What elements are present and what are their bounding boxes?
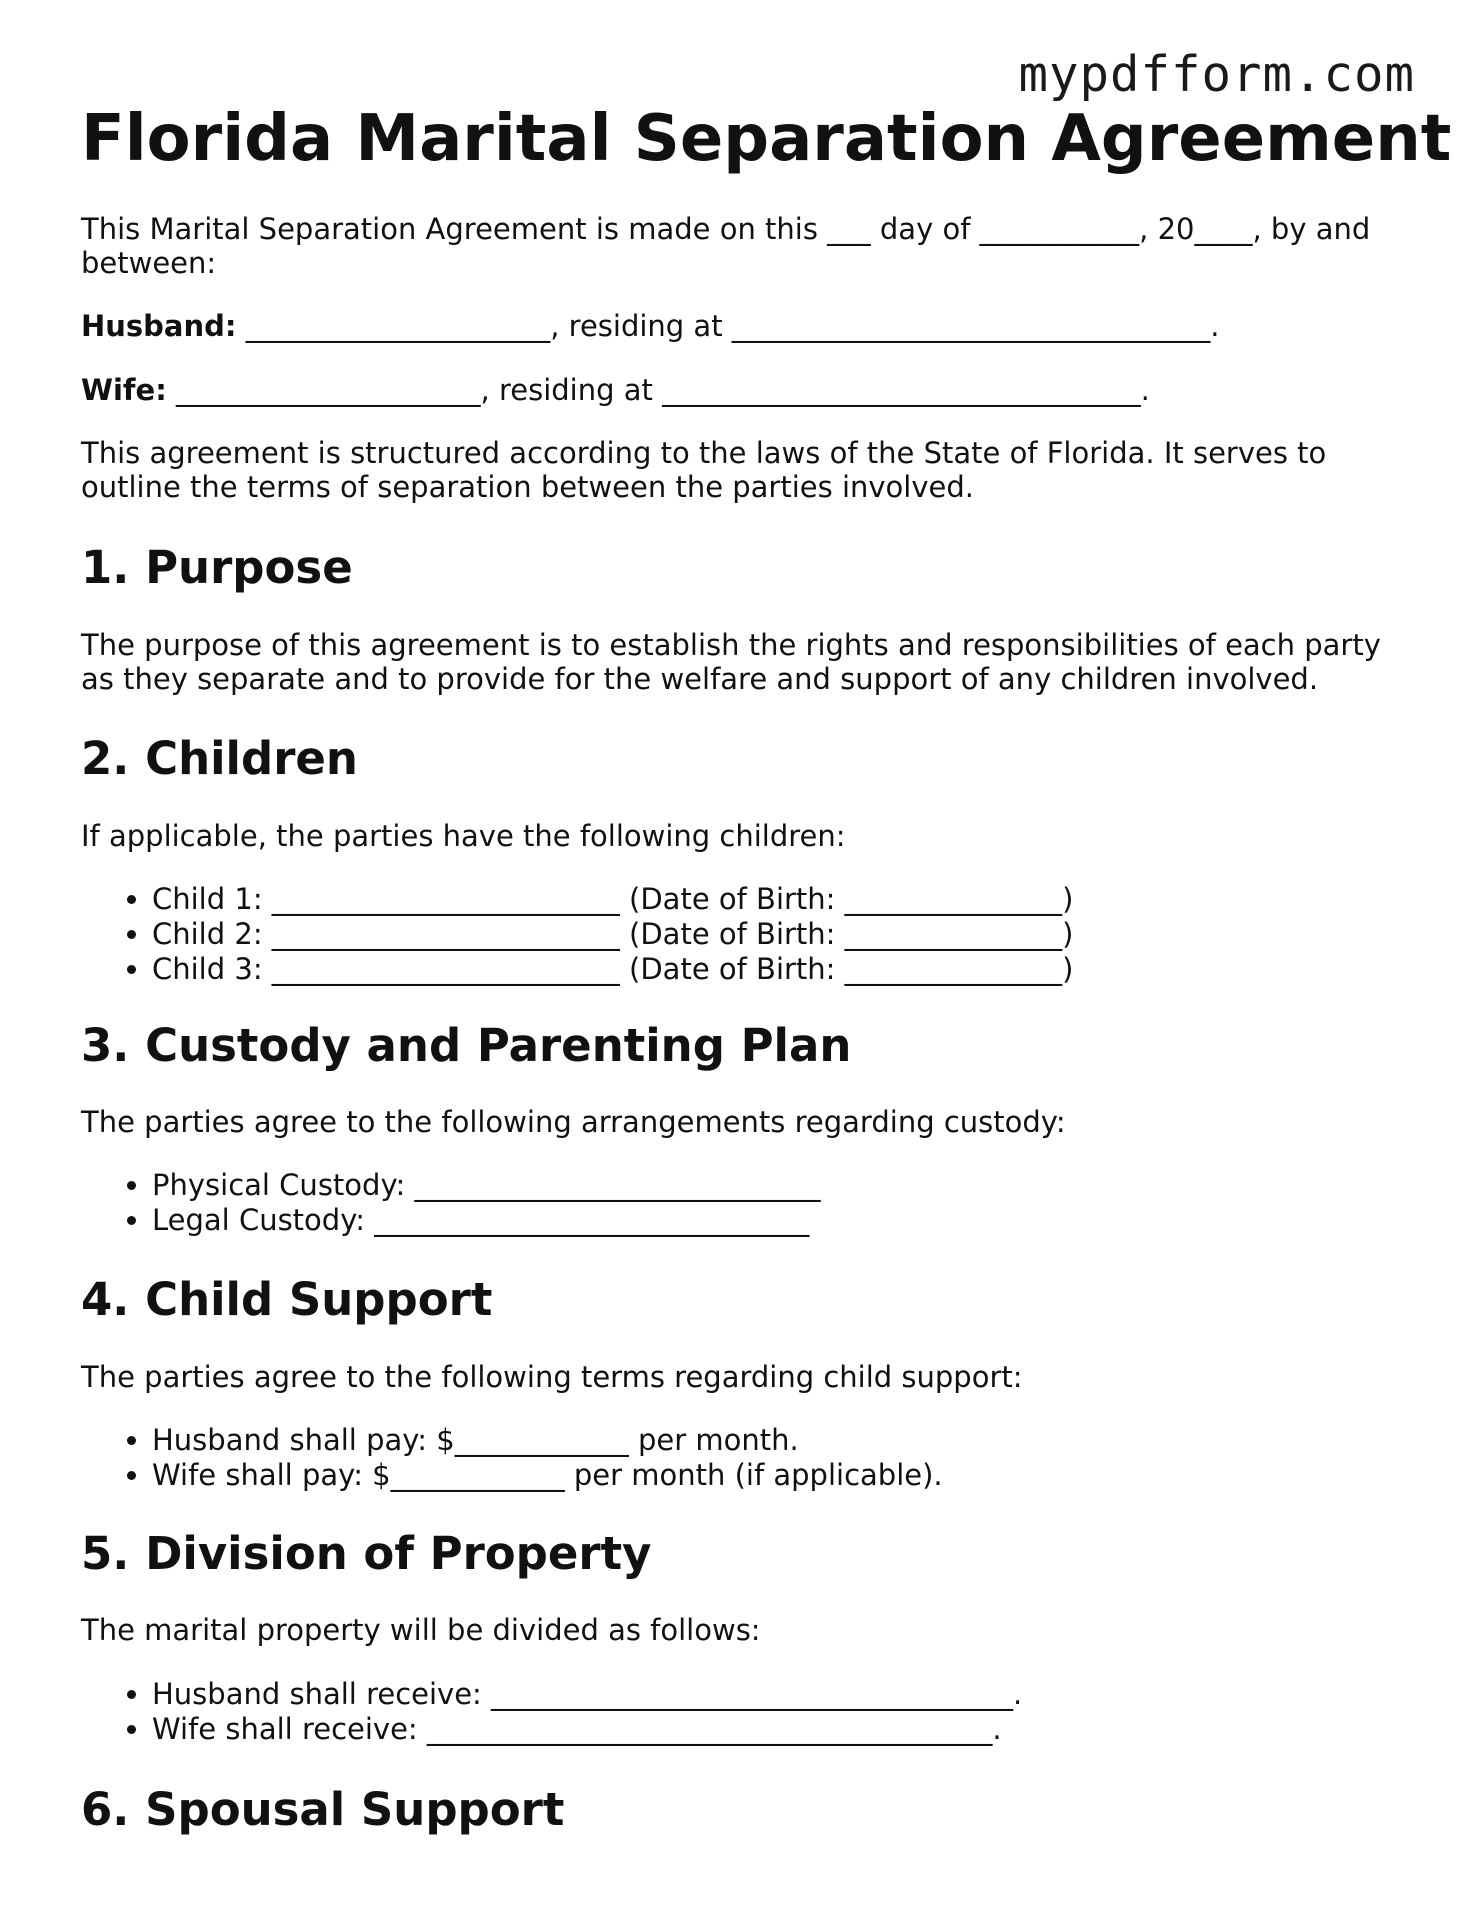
husband-pay-item: • Husband shall pay: $____________ per month.	[152, 1423, 943, 1458]
law-paragraph: This agreement is structured according to the laws of the State of Florida. It serves to outline the terms of separation between the parties involved.	[81, 436, 1327, 504]
heading-purpose: 1. Purpose	[81, 541, 353, 594]
child-2-item: • Child 2: ________________________ (Date of Birth: _______________)	[152, 917, 1073, 952]
heading-children: 2. Children	[81, 732, 358, 785]
property-intro: The marital property will be divided as follows:	[81, 1613, 761, 1647]
property-list	[81, 1677, 1022, 1747]
child-support-intro: The parties agree to the following terms regarding child support:	[81, 1360, 1023, 1394]
intro-paragraph: This Marital Separation Agreement is made on this ___ day of ___________, 20____, by and between:	[81, 212, 1371, 280]
legal-custody-item: • Legal Custody: ______________________________	[152, 1203, 821, 1238]
child-1-item: • Child 1: ________________________ (Date of Birth: _______________)	[152, 882, 1073, 917]
purpose-paragraph: The purpose of this agreement is to establish the rights and responsibilities of each party as they separate and to provide for the welfare and support of any children involved.	[81, 628, 1381, 696]
children-intro: If applicable, the parties have the following children:	[81, 819, 846, 853]
husband-fill-text: _____________________, residing at _________________________________.	[236, 309, 1220, 343]
wife-label: Wife:	[81, 373, 167, 407]
document-title: Florida Marital Separation Agreement	[81, 102, 1452, 176]
husband-line	[81, 309, 1401, 343]
heading-child-support: 4. Child Support	[81, 1273, 493, 1326]
custody-intro: The parties agree to the following arrangements regarding custody:	[81, 1105, 1066, 1139]
heading-property: 5. Division of Property	[81, 1527, 652, 1580]
heading-custody: 3. Custody and Parenting Plan	[81, 1019, 852, 1072]
husband-receive-item: • Husband shall receive: ____________________________________.	[152, 1677, 1022, 1712]
custody-list	[81, 1168, 821, 1238]
wife-receive-item: • Wife shall receive: _______________________________________.	[152, 1712, 1022, 1747]
wife-pay-item: • Wife shall pay: $____________ per month (if applicable).	[152, 1458, 943, 1493]
children-list	[81, 882, 1073, 987]
heading-spousal-support: 6. Spousal Support	[81, 1783, 565, 1836]
watermark-text: mypdfform.com	[1018, 46, 1415, 103]
physical-custody-item: • Physical Custody: ____________________________	[152, 1168, 821, 1203]
child-support-list	[81, 1423, 943, 1493]
husband-label: Husband:	[81, 309, 237, 343]
child-3-item: • Child 3: ________________________ (Date of Birth: _______________)	[152, 952, 1073, 987]
wife-line	[81, 373, 1401, 407]
wife-fill-text: _____________________, residing at _________________________________.	[166, 373, 1150, 407]
